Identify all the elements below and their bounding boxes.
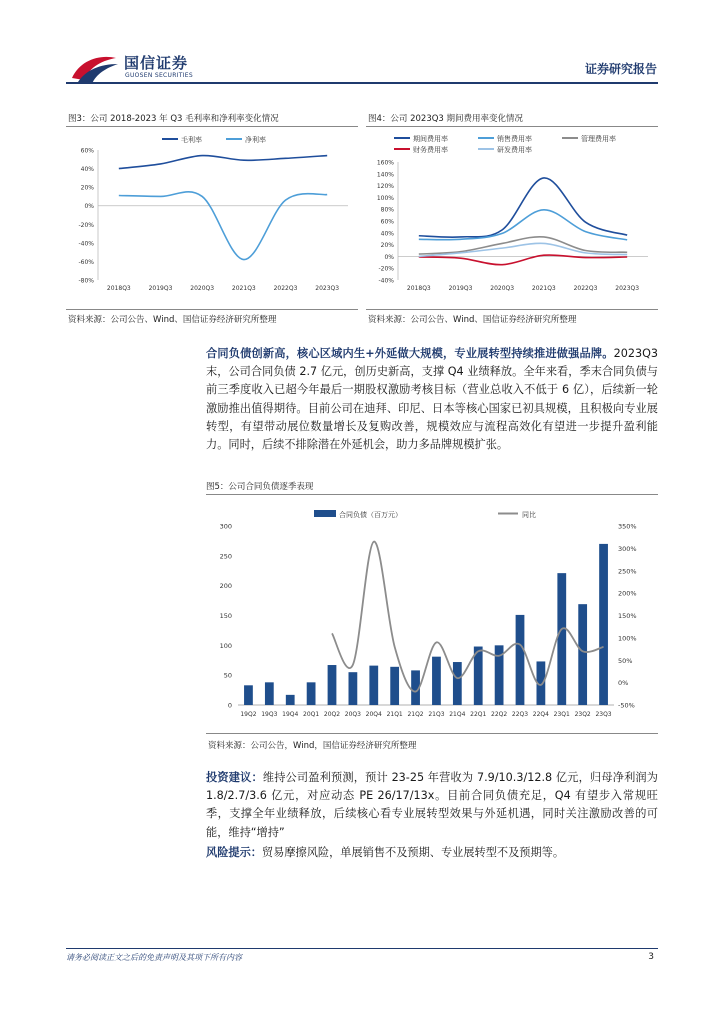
y-tick-label: 20% xyxy=(80,184,94,192)
x-tick-label: 20Q2 xyxy=(323,711,341,718)
bar xyxy=(265,682,274,705)
legend-label: 研发费用率 xyxy=(497,146,532,154)
bar xyxy=(432,657,441,705)
bar xyxy=(307,682,316,705)
fig4-chart xyxy=(366,128,658,308)
page-number: 3 xyxy=(648,952,654,962)
paragraph-heading: 投资建议： xyxy=(206,771,263,784)
legend-label: 毛利率 xyxy=(181,136,202,144)
y-tick-label: -60% xyxy=(78,258,94,266)
bar xyxy=(516,615,525,705)
y-right-tick-label: 150% xyxy=(618,612,637,620)
x-tick-label: 2018Q3 xyxy=(106,285,131,292)
x-tick-label: 2022Q3 xyxy=(273,285,298,292)
fig5-source: 资料来源：公司公告，Wind，国信证券经济研究所整理 xyxy=(208,741,417,751)
x-tick-label: 23Q3 xyxy=(595,711,612,718)
bar xyxy=(578,604,587,705)
y-tick-label: 40% xyxy=(80,166,94,174)
x-tick-label: 22Q4 xyxy=(532,711,549,718)
x-tick-label: 20Q3 xyxy=(344,711,361,718)
y-tick-label: 40% xyxy=(380,230,394,238)
fig5-top-rule xyxy=(206,494,658,495)
y-right-tick-label: 200% xyxy=(618,589,637,598)
y-left-tick-label: 200 xyxy=(219,582,232,591)
x-tick-label: 20Q1 xyxy=(303,711,320,718)
x-tick-label: 23Q2 xyxy=(574,711,591,718)
y-tick-label: 140% xyxy=(376,171,394,179)
fig3-source: 资料来源：公司公告、Wind、国信证券经济研究所整理 xyxy=(68,315,277,325)
y-tick-label: 0% xyxy=(84,203,94,211)
paragraph-risk-warning xyxy=(206,844,658,862)
fig5-bottom-rule xyxy=(206,733,658,734)
x-tick-label: 22Q3 xyxy=(511,711,529,718)
x-tick-label: 2021Q3 xyxy=(531,285,556,292)
x-tick-label: 2019Q3 xyxy=(148,285,173,292)
paragraph-body: 2023Q3 末，公司合同负债 2.7 亿元，创历史新高，支撑 Q4 业绩释放。全年来看，季末合同负债与前三季度收入已超今年最后一期股权激励考核目标（营业总收入不低于 6 亿），后续新一轮激励推出值得期待。目前公司在迪拜、印尼、日本等核心国家已初具规模，且积极向专业展转型，有望带动展位数量增长及复购改善，规模效应与流程高效化有望进一步提升盈利能力。同时，后续不排除潜在外延机会，助力多品牌规模扩张。 xyxy=(206,347,658,452)
y-tick-label: -80% xyxy=(78,277,94,285)
fig4-source: 资料来源：公司公告、Wind、国信证券经济研究所整理 xyxy=(368,315,577,325)
y-right-tick-label: 100% xyxy=(618,634,637,643)
bar xyxy=(286,695,295,705)
y-tick-label: -40% xyxy=(378,277,394,285)
paragraph-body: 贸易摩擦风险，单展销售不及预期、专业展转型不及预期等。 xyxy=(261,846,565,859)
y-tick-label: -40% xyxy=(78,240,94,248)
logo-mark-icon xyxy=(70,50,120,86)
logo-chinese: 国信证券 xyxy=(124,54,189,72)
x-tick-label: 20Q4 xyxy=(365,711,382,718)
y-tick-label: 120% xyxy=(376,183,394,191)
bar xyxy=(453,662,462,705)
legend-label: 管理费用率 xyxy=(581,135,616,143)
footer-disclaimer: 请务必阅读正文之后的免责声明及其项下所有内容 xyxy=(66,953,242,962)
x-tick-label: 2023Q3 xyxy=(615,285,640,292)
y-left-tick-label: 300 xyxy=(219,522,232,531)
brand-logo xyxy=(70,50,210,86)
series-line xyxy=(419,243,627,256)
y-right-tick-label: 350% xyxy=(618,522,637,531)
y-right-tick-label: 0% xyxy=(618,679,629,688)
y-tick-label: 100% xyxy=(376,194,394,202)
x-tick-label: 2019Q3 xyxy=(448,285,473,292)
report-type: 证券研究报告 xyxy=(584,62,657,76)
y-left-tick-label: 150 xyxy=(219,612,232,620)
paragraph-contract-liabilities xyxy=(206,345,658,454)
bar xyxy=(349,672,358,705)
y-tick-label: 20% xyxy=(380,242,394,250)
x-tick-label: 2023Q3 xyxy=(315,285,340,292)
y-left-tick-label: 100 xyxy=(219,641,232,650)
header-divider xyxy=(66,82,658,84)
x-tick-label: 21Q1 xyxy=(386,711,403,718)
y-right-tick-label: 300% xyxy=(618,544,637,553)
bar xyxy=(369,666,378,705)
x-tick-label: 2020Q3 xyxy=(490,285,515,292)
x-tick-label: 21Q2 xyxy=(407,711,424,718)
legend-label: 合同负债（百万元） xyxy=(339,511,402,519)
y-tick-label: 80% xyxy=(380,206,394,214)
legend-label: 同比 xyxy=(522,511,536,519)
fig5-chart xyxy=(206,500,658,728)
y-left-tick-label: 0 xyxy=(227,701,232,710)
legend-label: 净利率 xyxy=(245,136,266,144)
paragraph-body: 维持公司盈利预测，预计 23-25 年营收为 7.9/10.3/12.8 亿元，归母净利润为 1.8/2.7/3.6 亿元，对应动态 PE 26/17/13x。目前合同负债充足，Q4 有望步入常规旺季，支撑全年业绩释放，后续核心看专业展转型效果与外延机遇，同时关注激励改善的可能，维持“增持” xyxy=(206,771,658,839)
x-tick-label: 23Q1 xyxy=(553,711,570,718)
fig4-top-rule xyxy=(366,126,658,127)
x-tick-label: 19Q2 xyxy=(240,711,257,718)
y-tick-label: -20% xyxy=(378,265,394,273)
x-tick-label: 2021Q3 xyxy=(231,285,256,292)
x-tick-label: 22Q2 xyxy=(491,711,508,718)
fig3-title: 图3：公司 2018-2023 年 Q3 毛利率和净利率变化情况 xyxy=(68,114,279,124)
fig4-bottom-rule xyxy=(366,309,658,310)
y-tick-label: 160% xyxy=(376,159,394,167)
y-left-tick-label: 250 xyxy=(219,552,232,561)
y-tick-label: 60% xyxy=(380,218,394,226)
fig5-title: 图5：公司合同负债逐季表现 xyxy=(206,482,314,492)
bar xyxy=(599,544,608,705)
x-tick-label: 2018Q3 xyxy=(406,285,431,292)
paragraph-heading: 风险提示： xyxy=(206,846,262,859)
x-tick-label: 2022Q3 xyxy=(573,285,598,292)
y-tick-label: -20% xyxy=(78,221,94,229)
series-line xyxy=(119,156,327,169)
y-right-tick-label: 50% xyxy=(618,656,633,665)
bar xyxy=(328,665,337,705)
series-line xyxy=(419,210,627,240)
y-right-tick-label: -50% xyxy=(618,701,635,710)
logo-english: GUOSEN SECURITIES xyxy=(125,72,194,79)
series-line xyxy=(419,178,627,237)
paragraph-investment-advice xyxy=(206,769,658,842)
fig3-bottom-rule xyxy=(66,309,358,310)
fig3-top-rule xyxy=(66,126,358,127)
legend-swatch xyxy=(314,510,336,517)
x-tick-label: 21Q4 xyxy=(449,711,466,718)
y-tick-label: 0% xyxy=(384,253,394,261)
bar xyxy=(390,667,399,705)
x-tick-label: 19Q3 xyxy=(261,711,278,718)
x-tick-label: 22Q1 xyxy=(470,711,487,718)
fig4-title: 图4：公司 2023Q3 期间费用率变化情况 xyxy=(368,114,524,124)
y-tick-label: 60% xyxy=(80,147,94,155)
bar xyxy=(244,685,253,705)
y-left-tick-label: 50 xyxy=(223,671,232,680)
y-right-tick-label: 250% xyxy=(618,567,637,576)
bar xyxy=(557,573,566,705)
footer-divider xyxy=(66,948,658,949)
x-tick-label: 21Q3 xyxy=(428,711,445,718)
paragraph-heading: 合同负债创新高，核心区域内生+外延做大规模，专业展转型持续推进做强品牌。 xyxy=(206,347,614,360)
fig3-chart xyxy=(66,128,358,308)
x-tick-label: 19Q4 xyxy=(282,711,299,718)
legend-label: 销售费用率 xyxy=(497,135,532,143)
legend-label: 财务费用率 xyxy=(413,146,448,154)
series-line xyxy=(119,192,327,260)
x-tick-label: 2020Q3 xyxy=(190,285,215,292)
legend-label: 期间费用率 xyxy=(413,135,448,143)
